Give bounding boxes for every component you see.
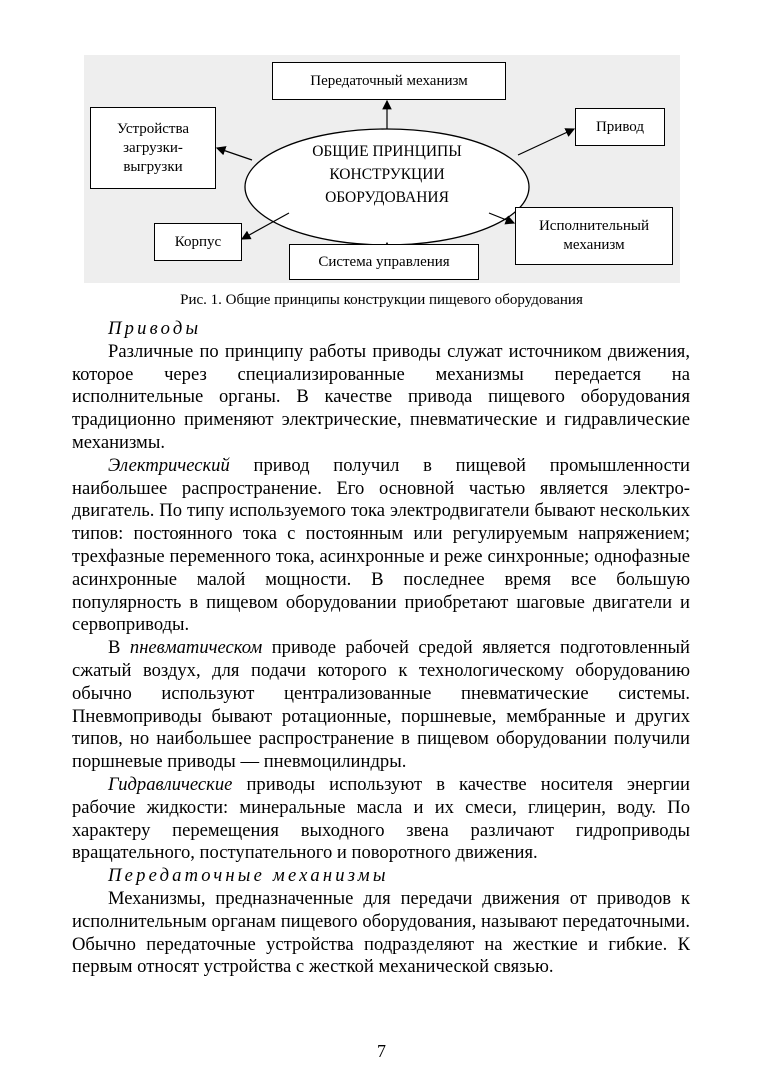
center-label: ОБЩИЕ ПРИНЦИПЫ КОНСТРУКЦИИ ОБОРУДОВАНИЯ [312, 143, 462, 206]
box-control: Система управления [289, 244, 479, 280]
box-executive: Исполнительный механизм [515, 207, 673, 265]
box-drive: Привод [575, 108, 665, 146]
body-text [72, 318, 690, 979]
arrow-to-left-top [217, 148, 252, 160]
paragraph: В пневматическом приводе рабочей средой является подготовленный сжатый воздух, для подачи которого к технологическому оборудованию обычно используют централизованные пневматические системы. Пневмоприводы бывают ротационные, поршневые, мембранные и других типов, но наибольшее распространение в пищевом оборудовании получили поршневые приводы — пневмоцилиндры. [72, 637, 690, 773]
principles-diagram [84, 55, 680, 283]
paragraph: Различные по принципу работы приводы служат источником движения, которое через специализированные механизмы передается на исполнительные органы. В качестве привода пищевого оборудования традиционно применяют электрические, пневматические и гидравлические механизмы. [72, 340, 690, 453]
box-housing: Корпус [154, 223, 242, 261]
page-number: 7 [377, 1041, 386, 1061]
paragraph: Механизмы, предназначенные для передачи движения от приводов к исполнительным органам пищевого оборудования, называют передаточными. Обычно передаточные устройства подразделяют на жесткие и гибкие. К первым относят устройства с жесткой механической связью. [72, 887, 690, 978]
section-heading-transmission: Передаточные механизмы [108, 865, 389, 887]
section-heading-drives: Приводы [108, 318, 202, 339]
box-loading: Устройства загрузки- выгрузки [90, 107, 216, 189]
paragraph: Электрический привод получил в пищевой промышленности наибольшее распространение. Его основной частью является электродвигатель. По типу используемого тока электродвигатели бывают нескольких типов: постоянного тока с постоянным или регулируемым напряжением; трехфазные переменного тока, асинхронные и реже синхронные; однофазные асинхронные малой мощности. В последнее время все большую популярность в пищевом оборудовании приобретают шаговые двигатели и сервоприводы. [72, 454, 690, 636]
figure-caption: Рис. 1. Общие принципы конструкции пищевого оборудования [180, 292, 583, 308]
box-transmission: Передаточный механизм [272, 62, 506, 100]
arrow-to-right-top [518, 129, 574, 155]
paragraph: Гидравлические приводы используют в качестве носителя энергии рабочие жидкости: минеральные масла и их смеси, глицерин, воду. По характеру перемещения выходного звена различают гидроприводы вращательного, поступательного и поворотного движения. [72, 773, 690, 864]
